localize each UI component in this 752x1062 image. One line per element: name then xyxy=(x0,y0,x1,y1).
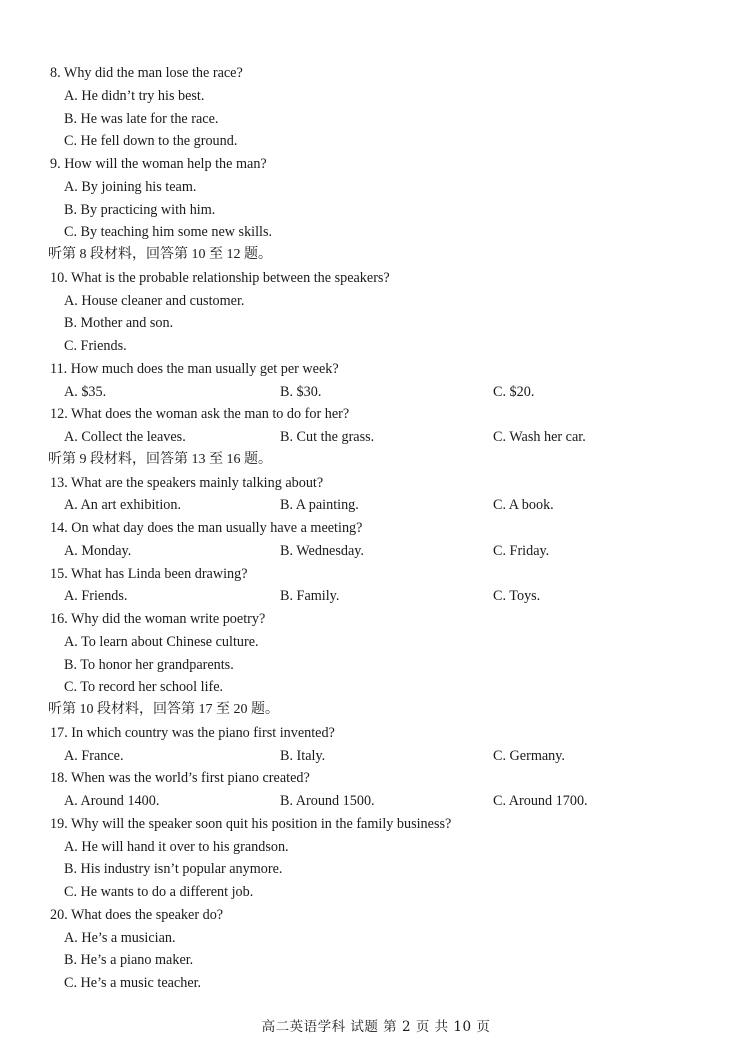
answer-option: B. Mother and son. xyxy=(64,315,174,332)
answer-option-a: A. Collect the leaves. xyxy=(64,429,186,445)
answer-option-b: B. Wednesday. xyxy=(280,542,364,559)
answer-option-b: B. Around 1500. xyxy=(280,793,375,809)
answer-option: A. House cleaner and customer. xyxy=(64,292,245,309)
answer-option-a: A. Around 1400. xyxy=(64,793,160,809)
question-stem: 15. What has Linda been drawing? xyxy=(50,565,248,582)
answer-option-c: C. Around 1700. xyxy=(493,793,588,809)
answer-option: B. He’s a piano maker. xyxy=(64,952,194,969)
answer-options-row xyxy=(0,585,752,608)
answer-option-a: A. Monday. xyxy=(64,542,132,559)
question-stem: 8. Why did the man lose the race? xyxy=(50,65,243,81)
answer-option: A. He didn’t try his best. xyxy=(64,87,205,104)
section-instruction: 听第 8 段材料，回答第 10 至 12 题。 xyxy=(48,247,272,262)
answer-option-b: B. Cut the grass. xyxy=(280,429,375,445)
answer-option: C. He fell down to the ground. xyxy=(64,133,238,150)
answer-option-b: B. Italy. xyxy=(280,747,326,764)
section-instruction: 听第 9 段材料，回答第 13 至 16 题。 xyxy=(48,451,272,467)
answer-option-a: A. An art exhibition. xyxy=(64,497,182,514)
answer-options-row xyxy=(0,381,752,404)
answer-option-c: C. A book. xyxy=(493,497,554,514)
answer-option: B. By practicing with him. xyxy=(64,201,216,218)
answer-option-b: B. $30. xyxy=(280,383,322,400)
answer-option: B. He was late for the race. xyxy=(64,110,219,127)
answer-option-c: C. Toys. xyxy=(493,588,541,605)
answer-option-a: A. $35. xyxy=(64,383,107,400)
answer-option-a: A. Friends. xyxy=(64,588,128,605)
question-stem: 17. In which country was the piano first invented? xyxy=(50,724,335,741)
answer-option-b: B. Family. xyxy=(280,588,340,605)
answer-option-c: C. Germany. xyxy=(493,747,565,764)
question-stem: 19. Why will the speaker soon quit his position in the family business? xyxy=(50,815,452,832)
answer-option-a: A. France. xyxy=(64,747,124,764)
answer-options-row xyxy=(0,540,752,563)
answer-option-c: C. $20. xyxy=(493,383,535,400)
answer-option: A. By joining his team. xyxy=(64,178,197,195)
answer-option: A. He will hand it over to his grandson. xyxy=(64,838,289,855)
section-instruction: 听第 10 段材料，回答第 17 至 20 题。 xyxy=(48,702,279,717)
question-stem: 13. What are the speakers mainly talking about? xyxy=(50,474,324,491)
page-footer: 高二英语学科 试题 第 2 页 共 10 页 xyxy=(261,1019,491,1035)
question-stem: 18. When was the world’s first piano created? xyxy=(50,770,310,787)
answer-option-b: B. A painting. xyxy=(280,497,359,514)
question-stem: 11. How much does the man usually get per week? xyxy=(50,360,339,377)
answer-option: A. He’s a musician. xyxy=(64,929,176,946)
question-stem: 9. How will the woman help the man? xyxy=(50,156,267,172)
answer-option-c: C. Friday. xyxy=(493,542,550,559)
exam-page-body xyxy=(0,62,752,995)
answer-option: C. By teaching him some new skills. xyxy=(64,224,273,241)
answer-options-row xyxy=(0,426,752,449)
answer-option: C. To record her school life. xyxy=(64,679,224,696)
answer-options-row xyxy=(0,494,752,517)
answer-option: B. His industry isn’t popular anymore. xyxy=(64,861,283,878)
question-stem: 10. What is the probable relationship between the speakers? xyxy=(50,269,390,286)
question-stem: 12. What does the woman ask the man to do for her? xyxy=(50,406,350,423)
question-stem: 20. What does the speaker do? xyxy=(50,906,224,923)
answer-options-row xyxy=(0,790,752,813)
answer-option: C. He’s a music teacher. xyxy=(64,975,202,991)
answer-option: C. Friends. xyxy=(64,338,127,354)
answer-option-c: C. Wash her car. xyxy=(493,429,586,445)
answer-option: A. To learn about Chinese culture. xyxy=(64,633,259,650)
question-stem: 16. Why did the woman write poetry? xyxy=(50,611,266,627)
answer-option: C. He wants to do a different job. xyxy=(64,884,254,900)
answer-options-row xyxy=(0,745,752,768)
answer-option: B. To honor her grandparents. xyxy=(64,656,234,673)
question-stem: 14. On what day does the man usually have a meeting? xyxy=(50,520,363,536)
